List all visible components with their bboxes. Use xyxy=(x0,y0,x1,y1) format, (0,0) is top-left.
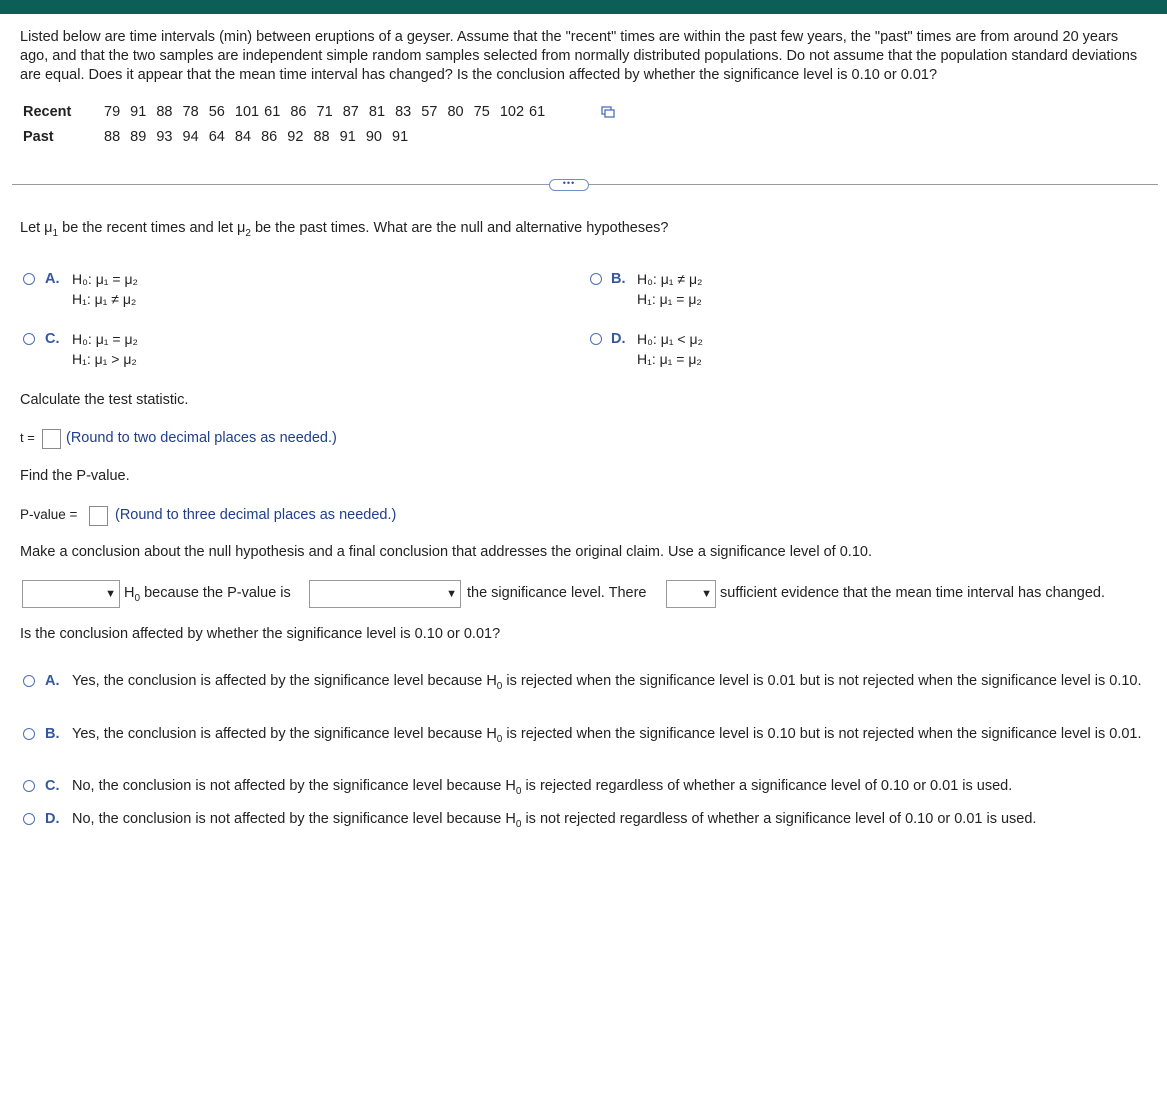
past-label: Past xyxy=(23,129,54,145)
radio-hyp-c[interactable] xyxy=(23,333,35,345)
reject-decision-select[interactable] xyxy=(22,580,120,608)
problem-statement: Listed below are time intervals (min) between eruptions of a geyser. Assume that the "recent" times are within the past few years, the "past" times are from around 20 years ago, and that the two samples are independent simple random samples selected from normally distributed populations. Do not assume that the population standard deviations are equal. Does it appear that the mean time interval has changed? Is the conclusion affected by whether the significance level is 0.10 or 0.01? xyxy=(20,29,1138,83)
t-label: t = xyxy=(20,430,35,445)
p-value-input[interactable] xyxy=(89,506,108,526)
option-d-hypotheses[interactable]: H₀: μ₁ < μ₂ H₁: μ₁ = μ₂ xyxy=(637,331,703,367)
header-bar xyxy=(0,0,1167,14)
dropdown-arrow-icon: ▼ xyxy=(446,588,457,600)
option-b-hypotheses[interactable]: H₀: μ₁ ≠ μ₂ H₁: μ₁ = μ₂ xyxy=(637,271,703,307)
option-letter-d: D. xyxy=(611,331,626,347)
radio-hyp-b[interactable] xyxy=(590,273,602,285)
p-value-hint: (Round to three decimal places as needed.) xyxy=(115,507,397,523)
option-letter-c: C. xyxy=(45,331,60,347)
affected-option-d[interactable]: No, the conclusion is not affected by the significance level because $H_0$ is not rejected regardless of whether a significance level of 0.10 or 0.01 is used. xyxy=(72,811,1037,830)
radio-affected-b[interactable] xyxy=(23,728,35,740)
recent-label: Recent xyxy=(23,104,72,120)
past-values: 88 89 93 94 64 84 86 92 88 91 90 91 xyxy=(104,129,409,145)
affected-option-b[interactable]: Yes, the conclusion is affected by the significance level because $H_0$ is rejected when the significance level is 0.10 but is not rejected when the significance level is 0.01. xyxy=(72,726,1142,745)
radio-affected-d[interactable] xyxy=(23,813,35,825)
option-letter-d: D. xyxy=(45,811,60,827)
option-a-hypotheses[interactable]: H₀: μ₁ = μ₂ H₁: μ₁ ≠ μ₂ xyxy=(72,271,138,307)
p-value-prompt: Find the P-value. xyxy=(20,468,130,484)
radio-hyp-d[interactable] xyxy=(590,333,602,345)
decision-text: $H_0$ because the P-value is xyxy=(124,585,291,604)
option-letter-b: B. xyxy=(45,726,60,742)
conclusion-prompt: Make a conclusion about the null hypothesis and a final conclusion that addresses the original claim. Use a significance level of 0.10. xyxy=(20,544,872,560)
option-letter-b: B. xyxy=(611,271,626,287)
comparison-select[interactable] xyxy=(309,580,461,608)
copy-data-icon[interactable] xyxy=(601,106,615,118)
option-letter-a: A. xyxy=(45,271,60,287)
option-letter-c: C. xyxy=(45,778,60,794)
t-input[interactable] xyxy=(42,429,61,449)
radio-affected-a[interactable] xyxy=(23,675,35,687)
significance-text: the significance level. There xyxy=(467,585,647,601)
test-statistic-prompt: Calculate the test statistic. xyxy=(20,392,189,408)
dropdown-arrow-icon: ▼ xyxy=(105,588,116,600)
option-letter-a: A. xyxy=(45,673,60,689)
dropdown-arrow-icon: ▼ xyxy=(701,588,712,600)
more-button[interactable]: ••• xyxy=(549,179,589,191)
affected-prompt: Is the conclusion affected by whether the significance level is 0.10 or 0.01? xyxy=(20,626,501,642)
recent-values: 79 91 88 78 56 101 61 86 71 87 81 83 57 80 75 102 61 xyxy=(104,104,546,120)
radio-hyp-a[interactable] xyxy=(23,273,35,285)
option-c-hypotheses[interactable]: H₀: μ₁ = μ₂ H₁: μ₁ > μ₂ xyxy=(72,331,138,367)
evidence-text: sufficient evidence that the mean time interval has changed. xyxy=(720,585,1106,601)
hypotheses-prompt: Let $\mu_1$ be the recent times and let $\mu_2$ be the past times. What are the null and alternative hypotheses? xyxy=(20,220,669,239)
radio-affected-c[interactable] xyxy=(23,780,35,792)
affected-option-a[interactable]: Yes, the conclusion is affected by the significance level because $H_0$ is rejected when the significance level is 0.01 but is not rejected when the significance level is 0.10. xyxy=(72,673,1142,692)
affected-option-c[interactable]: No, the conclusion is not affected by the significance level because $H_0$ is rejected regardless of whether a significance level of 0.10 or 0.01 is used. xyxy=(72,778,1013,797)
t-hint: (Round to two decimal places as needed.) xyxy=(66,430,337,446)
p-value-label: P-value = xyxy=(20,507,78,522)
evidence-select[interactable] xyxy=(666,580,716,608)
